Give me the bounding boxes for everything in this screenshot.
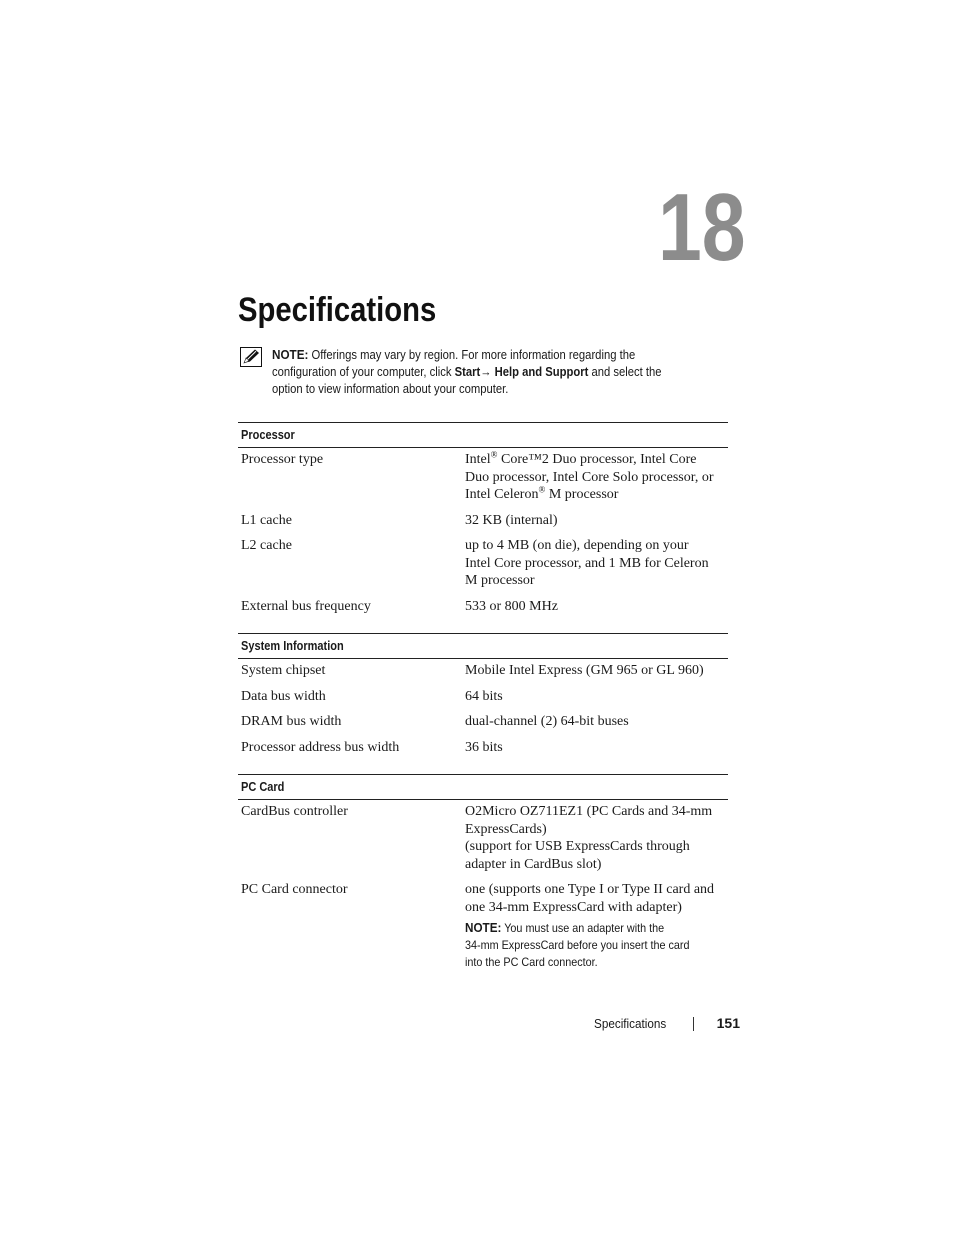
spec-label: Processor type [241,452,324,467]
spec-row-external-bus [238,596,728,622]
spec-value: dual-channel (2) 64-bit buses [465,714,629,729]
page-title: Specifications [238,291,437,329]
spec-label: System chipset [241,663,326,678]
spec-value: O2Micro OZ711EZ1 (PC Cards and 34-mm ExpressCards) (support for USB ExpressCards through adapter in CardBus slot) [465,804,713,872]
note-line2-pre: configuration of your computer, click [272,365,455,379]
section-pc-card [238,774,728,989]
spec-value: 533 or 800 MHz [465,598,558,614]
arrow-glyph: → [480,365,495,379]
spec-value: Mobile Intel Express (GM 965 or GL 960) [465,663,704,678]
section-header: System Information [238,633,728,659]
spec-value: up to 4 MB (on die), depending on your Intel Core processor, and 1 MB for Celeron M processor [465,538,709,588]
pc-card-note-label: NOTE: [465,920,502,935]
section-system-information [238,633,728,774]
spec-table [238,422,728,989]
spec-value: Intel® Core™2 Duo processor, Intel Core Duo processor, Intel Core Solo processor, or Intel Celeron® M processor [465,449,714,502]
spec-label: L1 cache [241,512,292,528]
spec-label: Processor address bus width [241,739,400,755]
spec-row-processor-type [238,449,728,510]
start-menu-ref: Start [454,365,481,379]
spec-value: 64 bits [465,688,503,704]
chapter-number: 18 [658,174,746,281]
spec-row-system-chipset [238,660,728,686]
spec-label: L2 cache [241,538,292,553]
page-number: 151 [716,1015,740,1031]
spec-value: 36 bits [465,739,503,755]
spec-row-data-bus [238,686,728,712]
note-line3: option to view information about your computer. [272,382,509,396]
spec-value: 32 KB (internal) [465,512,558,528]
section-header: Processor [238,422,728,448]
note-text [272,346,740,398]
spec-row-l2-cache [238,535,728,596]
page-footer [560,1014,742,1034]
spec-label: DRAM bus width [241,714,342,729]
note-line2-post: and select the [588,365,662,379]
section-header: PC Card [238,774,728,800]
section-processor [238,422,728,633]
spec-label: CardBus controller [241,804,348,819]
spec-label: Data bus width [241,688,326,704]
footer-section-name: Specifications [593,1016,666,1031]
spec-row-cardbus-controller [238,801,728,879]
spec-row-pc-card-connector [238,879,728,977]
spec-label: External bus frequency [241,598,371,614]
spec-row-address-bus [238,737,728,763]
spec-row-dram-bus [238,711,728,737]
footer-divider [693,1017,694,1031]
spec-row-l1-cache [238,510,728,536]
pc-card-note: NOTE: You must use an adapter with the 34-mm ExpressCard before you insert the card into the PC Card connector. [465,920,690,969]
note-line1: Offerings may vary by region. For more information regarding the [308,348,636,362]
note-pencil-icon [240,347,262,367]
spec-value: one (supports one Type I or Type II card and one 34-mm ExpressCard with adapter) NOTE: You must use an adapter with the 34-mm ExpressCard before you insert the card into the PC Card connector. [465,881,728,971]
help-support-ref: Help and Support [494,365,589,379]
spec-label: PC Card connector [241,882,348,897]
note-callout [238,346,738,398]
note-label: NOTE: [272,347,309,362]
